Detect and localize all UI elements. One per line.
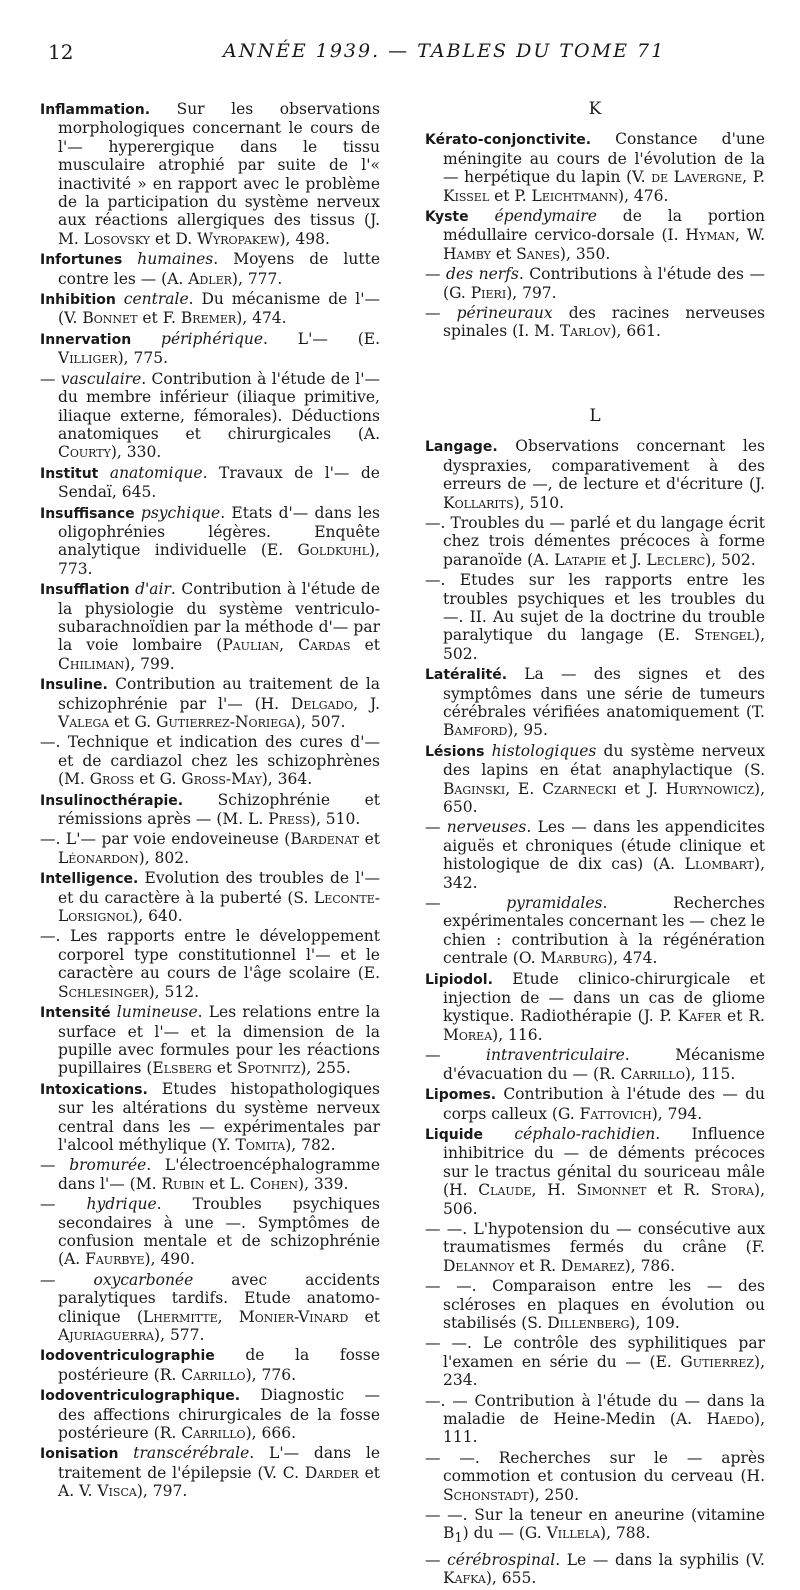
entry-text	[122, 250, 137, 268]
entry-author: J. Kollarits	[443, 475, 765, 512]
index-entry	[40, 1080, 380, 1155]
entry-text: ), 339.	[298, 1174, 349, 1193]
index-entry	[425, 1085, 765, 1123]
entry-text: centrale	[123, 290, 189, 309]
entry-author: A. Courty	[58, 424, 380, 462]
entry-author: Spotnitz	[237, 1059, 301, 1078]
entry-text: . Du mécanisme de l'— (	[58, 290, 380, 328]
entry-author: H. Schonstadt	[443, 1467, 765, 1504]
entry-text: . Recherches expérimentales concernant les — chez le chien : contribution à la régénération centrale (	[443, 894, 765, 968]
entry-text: anatomique	[109, 463, 203, 482]
entry-author: R. Stora	[683, 1181, 755, 1200]
index-entry	[425, 1277, 765, 1332]
entry-text: ), 802.	[138, 848, 190, 867]
entry-heading: Iodoventriculographie	[40, 1348, 215, 1365]
running-title: ANNÉE 1939. — TABLES DU TOME 71	[223, 40, 666, 62]
entry-text: ), 116.	[492, 1025, 543, 1044]
entry-author: A. Latapie	[533, 550, 607, 569]
entry-heading: Lipiodol.	[425, 971, 493, 988]
entry-author: J. M. Losovsky	[58, 211, 380, 248]
entry-author: Elsberg	[152, 1059, 212, 1078]
entry-text: 1	[454, 1531, 463, 1547]
index-entry	[425, 437, 765, 512]
index-entry	[40, 1346, 380, 1384]
entry-author: R. Carrillo	[159, 1424, 246, 1443]
entry-text: et	[211, 1059, 238, 1078]
index-entry	[425, 742, 765, 817]
entry-text: vasculaire	[60, 369, 142, 388]
entry-author: L. Cohen	[229, 1174, 299, 1193]
entry-author: I. Hyman, W. Hamby	[443, 226, 765, 263]
entry-author: R. Demarez	[539, 1256, 625, 1275]
entry-author: V. C. Darder	[263, 1463, 359, 1482]
index-entry	[40, 1156, 380, 1193]
entry-text	[116, 290, 124, 308]
entry-text: ), 782.	[285, 1135, 336, 1154]
entry-text: Etudes histopathologiques sur les altérations du système nerveux central dans les — expérimentales par l'alcool méthylique (	[58, 1079, 380, 1154]
entry-text: — —. L'hypotension du — consécutive aux traumatismes fermés du crâne (	[425, 1219, 765, 1257]
entry-text	[118, 1444, 133, 1462]
entry-text: ), 797.	[136, 1482, 188, 1501]
entry-text: —	[40, 1270, 94, 1289]
entry-text: ), 342.	[443, 855, 765, 892]
entry-text: — —. Sur la teneur en aneurine (vitamine B	[425, 1506, 765, 1543]
entry-author: M. Gross	[64, 770, 135, 789]
entry-heading: Kérato-conjonctivite.	[425, 132, 592, 149]
entry-text: ), 95.	[507, 721, 548, 740]
entry-text: et	[204, 1174, 230, 1193]
entry-text: . Mécanisme d'évacuation du — (	[443, 1046, 765, 1083]
entry-text: —. L'— par voie endoveineuse (	[40, 830, 291, 849]
index-entry	[425, 1220, 765, 1275]
entry-text: . Contributions à l'étude des — (	[443, 265, 765, 302]
entry-text: ), 799.	[124, 654, 175, 673]
entry-text: et	[514, 1256, 540, 1275]
index-entry	[40, 733, 380, 788]
entry-text: et	[606, 550, 632, 569]
entry-text: humaines	[137, 250, 214, 269]
entry-text: périneuraux	[456, 304, 553, 323]
entry-heading: Insufflation	[40, 582, 130, 599]
index-entry	[40, 1195, 380, 1269]
index-entry	[40, 1003, 380, 1078]
entry-text	[484, 742, 491, 760]
entry-text: —	[40, 369, 61, 388]
entry-text: des racines nerveuses spinales (	[443, 304, 765, 341]
entry-text	[131, 330, 161, 348]
index-entry	[425, 1506, 765, 1549]
entry-author: Bardenat	[290, 830, 360, 849]
entry-text: et	[721, 1007, 749, 1026]
entry-heading: Liquide	[425, 1126, 484, 1143]
entry-text: avec accidents paralytiques tardifs. Etude anatomo-clinique (	[58, 1270, 380, 1326]
entry-author: Y. Tomita	[217, 1135, 286, 1154]
entry-text: ), 474.	[607, 949, 658, 968]
index-entry	[425, 1551, 765, 1588]
index-entry	[40, 927, 380, 1001]
entry-text: ), 109.	[629, 1313, 680, 1332]
left-column	[40, 100, 380, 1503]
entry-author: A. Llombart	[658, 855, 755, 874]
entry-author: H. Delgado, J. Valega	[58, 694, 380, 731]
index-entry	[40, 330, 380, 368]
entry-author: E. Goldkuhl	[266, 541, 370, 560]
index-entry	[425, 571, 765, 663]
entry-text: ), 111.	[443, 1410, 765, 1447]
index-entry	[425, 1449, 765, 1504]
entry-text: ), 773.	[58, 541, 381, 578]
entry-text: et	[348, 1307, 380, 1326]
entry-text: ), 797.	[506, 283, 557, 302]
entry-text: ), 666.	[245, 1424, 296, 1443]
entry-text: psychique	[140, 503, 221, 522]
entry-author: Sanes	[516, 244, 560, 263]
entry-text	[98, 464, 109, 482]
index-entry	[40, 290, 380, 328]
entry-text: Schizophrénie et rémissions après — (	[58, 790, 380, 829]
index-entry	[40, 1271, 380, 1345]
index-entry	[40, 675, 380, 731]
index-entry	[40, 830, 380, 867]
entry-text: cérébrospinal	[447, 1550, 556, 1569]
entry-text: ), 655.	[485, 1569, 537, 1588]
entry-author: A. Faurbye	[64, 1250, 145, 1269]
entry-heading: Latéralité.	[425, 667, 508, 684]
section-k-entries	[425, 130, 765, 340]
entry-text: Diagnostic — des affections chirurgicales de la fosse postérieure (	[58, 1386, 380, 1443]
entry-text: ), 788.	[600, 1524, 651, 1543]
entry-author: M. L. Press	[222, 810, 310, 829]
entry-text: ) du — (	[462, 1524, 525, 1543]
entry-author: G. Gross-May	[159, 770, 262, 789]
entry-author: F. Bremer	[162, 309, 237, 328]
entry-text: —. Troubles du — parlé et du langage écrit chez trois démentes précoces à forme paranoïde (	[425, 513, 765, 569]
entry-text: Sur les observations morphologiques concernant le cours de l'— hyperergique dans le tissu musculaire atrophié par suite de l'« inactivité » en rapport avec le problème de la participation du système nerveux aux réactions allergiques des tissus (	[58, 100, 380, 230]
entry-text: ), 502.	[705, 550, 756, 569]
entry-text: ), 510.	[513, 493, 565, 512]
index-entry	[40, 791, 380, 829]
entry-text: —. Etudes sur les rapports entre les troubles psychiques et les troubles du —. II. Au sujet de la doctrine du trouble paralytique du langage (	[425, 571, 765, 645]
entry-author: J. Leclerc	[631, 550, 706, 569]
entry-text: . L'— (	[263, 329, 364, 348]
entry-author: R. Carrillo	[599, 1064, 685, 1083]
entry-author: R. Morea	[443, 1007, 765, 1044]
entry-author: S. Baginski, E. Czarnecki	[443, 761, 765, 798]
entry-text: de la fosse postérieure (	[58, 1346, 380, 1384]
entry-text: Contribution à l'étude des — du corps calleux (	[443, 1085, 765, 1123]
entry-text: et	[359, 830, 380, 849]
entry-author: G. Fattovich	[557, 1104, 652, 1123]
entry-author: P. Leichtmann	[514, 186, 619, 205]
entry-text: ), 640.	[132, 907, 183, 926]
entry-text: ), 364.	[261, 770, 313, 789]
page-header	[48, 40, 758, 68]
entry-heading: Lipomes.	[425, 1087, 497, 1104]
entry-heading: Kyste	[425, 209, 469, 226]
entry-heading: Iodoventriculographique.	[40, 1388, 241, 1405]
right-column	[425, 100, 765, 1590]
entry-heading: Insuline.	[40, 677, 108, 694]
entry-text: —	[425, 265, 447, 284]
entry-text: Observations concernant les dyspraxies, comparativement à des erreurs de —, de lecture et d'écriture (	[443, 437, 765, 494]
entry-author: Ajuriaguerra	[58, 1326, 155, 1344]
entry-heading: Intoxications.	[40, 1081, 148, 1098]
entry-text: —	[40, 1156, 70, 1175]
entry-text	[483, 1125, 514, 1143]
entry-author: J. Hurynowicz	[647, 779, 755, 798]
entry-heading: Lésions	[425, 743, 485, 760]
entry-text: ), 776.	[245, 1365, 296, 1384]
entry-text: et	[646, 1181, 684, 1200]
entry-text: ), 502.	[443, 626, 765, 663]
entry-text: épendymaire	[494, 207, 597, 226]
entry-text: —	[425, 894, 507, 913]
index-entry	[425, 265, 765, 302]
entry-author: G. Pieri	[449, 283, 507, 302]
entry-text: La — des signes et des symptômes dans une série de tumeurs cérébrales vérifiées anatomiquement (	[443, 665, 765, 721]
entry-text: —. Les rapports entre le développement corporel type constitutionnel l'— et le caractère au cours de l'âge scolaire (	[40, 927, 380, 983]
entry-author: R. Carrillo	[159, 1365, 246, 1384]
entry-author: E. Villiger	[58, 329, 380, 368]
entry-text: . Troubles psychiques secondaires à une —. Symptômes de confusion mentale et de schizophrénie (	[58, 1195, 380, 1269]
entry-text: histologiques	[491, 741, 597, 760]
entry-text: nerveuses	[446, 818, 527, 837]
index-entry	[40, 1444, 380, 1500]
index-entry	[425, 304, 765, 341]
entry-text: ), 577.	[154, 1326, 205, 1344]
entry-text: —	[425, 1550, 448, 1569]
entry-text: des nerfs	[446, 265, 519, 284]
entry-author: Paulian, Cardas	[222, 636, 351, 655]
entry-text: d'air	[135, 580, 171, 599]
entry-text: ), 476.	[618, 186, 669, 205]
entry-text: ), 490.	[144, 1250, 195, 1269]
index-entry	[40, 580, 380, 673]
index-entry	[425, 665, 765, 740]
entry-text: ), 661.	[610, 322, 661, 341]
entry-author: T. Bamford	[443, 702, 765, 740]
entry-text: ), 255.	[300, 1059, 351, 1078]
entry-author: I. M. Tarlov	[518, 322, 611, 341]
entry-author: G. Gutierrez-Noriega	[134, 713, 295, 731]
index-entry	[40, 1386, 380, 1442]
entry-author: Léonardon	[58, 848, 139, 867]
entry-author: A. Haedo	[675, 1410, 755, 1428]
entry-heading: Intensité	[40, 1005, 111, 1022]
entry-author: M. Rubin	[135, 1174, 205, 1193]
entry-text: — —. Comparaison entre les — des scléroses en plaques en évolution ou stabilisés (	[425, 1277, 765, 1332]
entry-text: céphalo-rachidien	[514, 1124, 656, 1143]
index-entry	[425, 818, 765, 892]
entry-text: . Etats d'— dans les oligophrénies légères. Enquête analytique individuelle (	[58, 503, 380, 560]
entry-author: F. Delannoy	[443, 1238, 765, 1275]
index-entry	[40, 250, 380, 288]
entry-author: S. Dillenberg	[527, 1313, 630, 1332]
entry-text: ), 234.	[443, 1352, 765, 1390]
entry-author: S. Leconte-Lorsignol	[58, 888, 380, 926]
entry-text: ), 794.	[651, 1104, 703, 1123]
entry-heading: Institut	[40, 465, 99, 482]
entry-author: V. Kafka	[443, 1550, 765, 1588]
entry-text: ), 512.	[148, 982, 199, 1001]
entry-text: ), 330.	[110, 443, 162, 462]
entry-text: . L'électroencéphalogramme dans l'— (	[58, 1156, 380, 1193]
index-entry	[40, 464, 380, 502]
entry-text: Evolution des troubles de l'— et du caractère à la puberté (	[58, 869, 380, 907]
page-number: 12	[48, 40, 74, 64]
entry-text: . Le — dans la syphilis (	[555, 1550, 752, 1569]
index-entry	[40, 100, 380, 248]
entry-text: —. — Contribution à l'étude du — dans la maladie de Heine-Medin (	[425, 1391, 765, 1428]
entry-text: oxycarbonée	[93, 1270, 194, 1289]
entry-text: hydrique	[86, 1195, 157, 1214]
index-entry	[425, 1125, 765, 1218]
entry-text: et	[109, 713, 135, 731]
entry-text: et	[616, 779, 648, 798]
entry-heading: Infortunes	[40, 252, 123, 269]
entry-heading: Intelligence.	[40, 871, 139, 888]
entry-text: Constance d'une méningite au cours de l'évolution de la — herpétique du lapin (	[443, 130, 765, 187]
entry-text: périphérique	[161, 329, 264, 348]
index-entry	[425, 894, 765, 968]
entry-heading: Innervation	[40, 331, 132, 348]
section-letter-k: K	[588, 99, 602, 119]
entry-text: transcérébrale	[133, 1444, 250, 1463]
entry-author: V. de Lavergne, P. Kissel	[443, 168, 765, 205]
entry-author: A. V. Visca	[58, 1482, 137, 1501]
entry-text: ), 250.	[528, 1485, 580, 1504]
entry-text: bromurée	[69, 1156, 147, 1175]
entry-text: — —. Recherches sur le — après commotion et contusion du cerveau (	[425, 1448, 765, 1486]
entry-author: V. Bonnet	[64, 309, 138, 328]
entry-text: de la portion médullaire cervico-dorsale (	[443, 207, 765, 245]
entry-text: ), 777.	[231, 269, 283, 288]
index-entry	[425, 1334, 765, 1389]
entry-text: ), 474.	[236, 309, 287, 328]
entry-text: et	[490, 244, 517, 263]
entry-author: E. Gutierrez	[655, 1352, 755, 1371]
index-entry	[425, 970, 765, 1045]
entry-heading: Insulinocthérapie.	[40, 792, 184, 809]
entry-text: —	[425, 1046, 487, 1065]
entry-text: . Les relations entre la surface et l'— et la dimension de la pupille avec formules pour les réactions pupillaires (	[58, 1003, 380, 1078]
entry-text: . Influence inhibitrice du — de déments précoces sur le tractus génital du souriceau mâle (	[443, 1124, 765, 1200]
entry-text: . L'— dans le traitement de l'épilepsie (	[58, 1444, 380, 1482]
entry-author: A. Adler	[167, 269, 232, 288]
entry-text: ), 506.	[443, 1181, 765, 1218]
entry-author: Lhermitte, Monier-Vinard	[142, 1307, 349, 1326]
entry-text	[469, 207, 495, 225]
entry-text: . Contribution à l'étude de la physiologie du système ventriculo-subarachnoïdien par la méthode d'— par la voie lombaire (	[58, 580, 380, 655]
entry-text: et	[358, 1463, 380, 1482]
entry-text: Contribution au traitement de la schizophrénie par l'— (	[58, 675, 380, 713]
entry-text: lumineuse	[116, 1003, 198, 1022]
index-entry	[425, 1046, 765, 1083]
entry-author: H. Claude, H. Simonnet	[449, 1181, 647, 1200]
entry-text: ), 510.	[309, 810, 361, 829]
entry-text: ), 350.	[559, 244, 611, 263]
entry-text: et	[350, 636, 380, 655]
entry-text: ), 650.	[443, 779, 765, 816]
entry-author: E. Stengel	[663, 626, 755, 645]
index-entry	[425, 207, 765, 263]
entry-author: G. Villela	[524, 1524, 601, 1543]
entry-author: O. Marburg	[518, 949, 608, 968]
entry-text: et	[137, 309, 163, 328]
entry-heading: Insuffisance	[40, 505, 135, 522]
entry-text: ), 786.	[624, 1256, 676, 1275]
section-letter-l: L	[589, 405, 601, 426]
index-entry	[40, 869, 380, 925]
entry-text: ), 775.	[117, 349, 169, 368]
entry-text: ), 115.	[684, 1064, 736, 1083]
entry-text: ), 507.	[294, 713, 346, 731]
entry-text: et	[150, 229, 176, 248]
index-entry	[425, 130, 765, 205]
entry-text: ), 498.	[279, 229, 330, 248]
entry-heading: Inflammation.	[40, 102, 151, 118]
entry-text: — —. Le contrôle des syphilitiques par l'examen en série du — (	[425, 1334, 765, 1371]
entry-text: —	[425, 304, 457, 323]
entry-author: E. Schlesinger	[58, 964, 380, 1001]
entry-text: . Travaux de l'— de Sendaï, 645.	[58, 463, 380, 502]
entry-text: du système nerveux des lapins en état anaphylactique (	[443, 741, 765, 780]
entry-text: . Les — dans les appendicites aiguës et chroniques (étude clinique et histologique de dix cas) (	[443, 818, 765, 874]
entry-author: Chiliman	[58, 654, 125, 673]
entry-author: D. Wyropakew	[175, 229, 280, 248]
entry-text: . Moyens de lutte contre les — (	[58, 250, 380, 288]
entry-heading: Langage.	[425, 439, 498, 456]
index-entry	[40, 370, 380, 462]
entry-text: —	[40, 1195, 87, 1214]
entry-heading: Ionisation	[40, 1446, 119, 1463]
entry-text: . Contribution à l'étude de l'— du membre inférieur (iliaque primitive, iliaque externe, fémorales). Déductions anatomiques et chirurgicales (	[58, 369, 380, 443]
entry-text: —	[425, 818, 447, 837]
index-entry	[425, 1392, 765, 1447]
section-l-entries	[425, 437, 765, 1587]
entry-text: intraventriculaire	[486, 1046, 625, 1065]
entry-text: et	[134, 770, 160, 789]
index-entry	[40, 504, 380, 579]
entry-text: Etude clinico-chirurgicale et injection de — dans un cas de gliome kystique. Radiothérapie (	[443, 969, 765, 1026]
entry-text: et	[489, 186, 515, 205]
entry-text: —. Technique et indication des cures d'— et de cardiazol chez les schizophrènes (	[40, 733, 380, 789]
entry-text: pyramidales	[506, 894, 603, 913]
index-entry	[425, 514, 765, 569]
entry-heading: Inhibition	[40, 292, 116, 309]
entry-author: J. P. Kafer	[643, 1007, 722, 1026]
